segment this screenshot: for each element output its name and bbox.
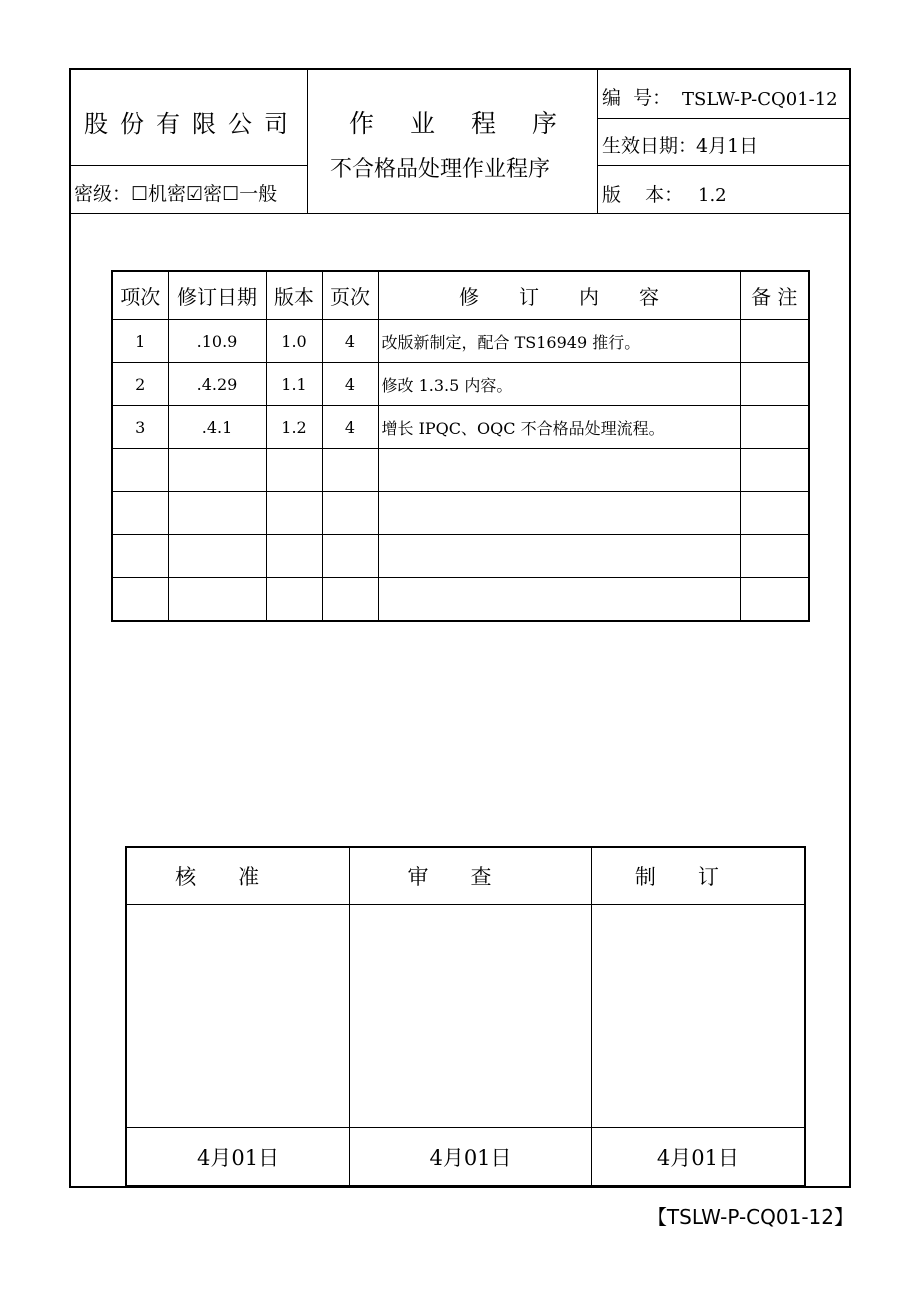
cell-date: .10.9 — [168, 320, 266, 363]
cell-version: 1.1 — [266, 363, 322, 406]
cell-page — [322, 578, 378, 622]
cell-date — [168, 449, 266, 492]
cell-page — [322, 535, 378, 578]
cell-remark — [740, 578, 809, 622]
cell-content: 修改 1.3.5 内容。 — [378, 363, 740, 406]
header-divider — [597, 165, 850, 166]
cell-date — [168, 535, 266, 578]
cell-remark — [740, 535, 809, 578]
cell-version: 1.0 — [266, 320, 322, 363]
table-row — [112, 449, 809, 492]
header-bottom-rule — [70, 213, 850, 214]
cell-remark — [740, 320, 809, 363]
cell-remark — [740, 406, 809, 449]
table-row — [112, 363, 809, 406]
signature-area-row — [126, 905, 805, 1128]
cell-version — [266, 535, 322, 578]
col-header-date: 修订日期 — [168, 271, 266, 320]
cell-content: 增长 IPQC、OQC 不合格品处理流程。 — [378, 406, 740, 449]
cell-item — [112, 449, 168, 492]
cell-version — [266, 449, 322, 492]
doc-number-value: TSLW-P-CQ01-12 — [682, 89, 838, 110]
review-date: 4月01日 — [350, 1128, 592, 1187]
effective-date-value: 4月1日 — [696, 135, 759, 157]
col-header-item: 项次 — [112, 271, 168, 320]
footer-doc-code: 【TSLW-P-CQ01-12】 — [646, 1205, 854, 1229]
header-divider — [307, 69, 308, 213]
prepare-header: 制订 — [591, 847, 805, 905]
revision-table — [111, 270, 810, 622]
confidentiality-level: 密级：☐机密☑密☐一般 — [74, 183, 278, 205]
cell-content — [378, 492, 740, 535]
cell-item — [112, 578, 168, 622]
approve-date: 4月01日 — [126, 1128, 350, 1187]
effective-date-label: 生效日期： — [602, 135, 698, 157]
col-header-version: 版本 — [266, 271, 322, 320]
cell-date: .4.29 — [168, 363, 266, 406]
header-divider — [597, 118, 850, 119]
cell-content — [378, 535, 740, 578]
cell-item: 3 — [112, 406, 168, 449]
cell-content — [378, 578, 740, 622]
cell-item: 1 — [112, 320, 168, 363]
cell-date — [168, 578, 266, 622]
cell-version — [266, 578, 322, 622]
signature-date-row — [126, 1128, 805, 1187]
header-divider — [70, 165, 307, 166]
cell-page — [322, 449, 378, 492]
cell-date — [168, 492, 266, 535]
doc-type: 作业程序 — [349, 109, 594, 138]
cell-version — [266, 492, 322, 535]
table-row — [112, 406, 809, 449]
cell-item: 2 — [112, 363, 168, 406]
cell-version: 1.2 — [266, 406, 322, 449]
cell-date: .4.1 — [168, 406, 266, 449]
col-header-content: 修 订 内 容 — [378, 271, 740, 320]
table-row — [112, 578, 809, 622]
revision-table-header — [112, 271, 809, 320]
cell-page: 4 — [322, 320, 378, 363]
review-header: 审查 — [350, 847, 592, 905]
doc-title: 不合格品处理作业程序 — [330, 157, 551, 182]
signature-table — [125, 846, 806, 1187]
cell-page: 4 — [322, 406, 378, 449]
cell-content — [378, 449, 740, 492]
col-header-remark: 备 注 — [740, 271, 809, 320]
prepare-date: 4月01日 — [591, 1128, 805, 1187]
header-divider — [597, 69, 598, 213]
signature-header-row — [126, 847, 805, 905]
company-name: 股份有限公司 — [84, 110, 300, 138]
cell-item — [112, 492, 168, 535]
approve-header: 核准 — [126, 847, 350, 905]
cell-remark — [740, 492, 809, 535]
table-row — [112, 535, 809, 578]
version-label: 版 本： — [602, 184, 684, 206]
prepare-signature-area — [591, 905, 805, 1128]
cell-item — [112, 535, 168, 578]
cell-page: 4 — [322, 363, 378, 406]
cell-page — [322, 492, 378, 535]
table-row — [112, 492, 809, 535]
version-value: 1.2 — [698, 185, 727, 206]
cell-remark — [740, 449, 809, 492]
cell-remark — [740, 363, 809, 406]
col-header-page: 页次 — [322, 271, 378, 320]
review-signature-area — [350, 905, 592, 1128]
table-row — [112, 320, 809, 363]
doc-number-label: 编 号： — [602, 87, 672, 109]
cell-content: 改版新制定，配合 TS16949 推行。 — [378, 320, 740, 363]
approve-signature-area — [126, 905, 350, 1128]
